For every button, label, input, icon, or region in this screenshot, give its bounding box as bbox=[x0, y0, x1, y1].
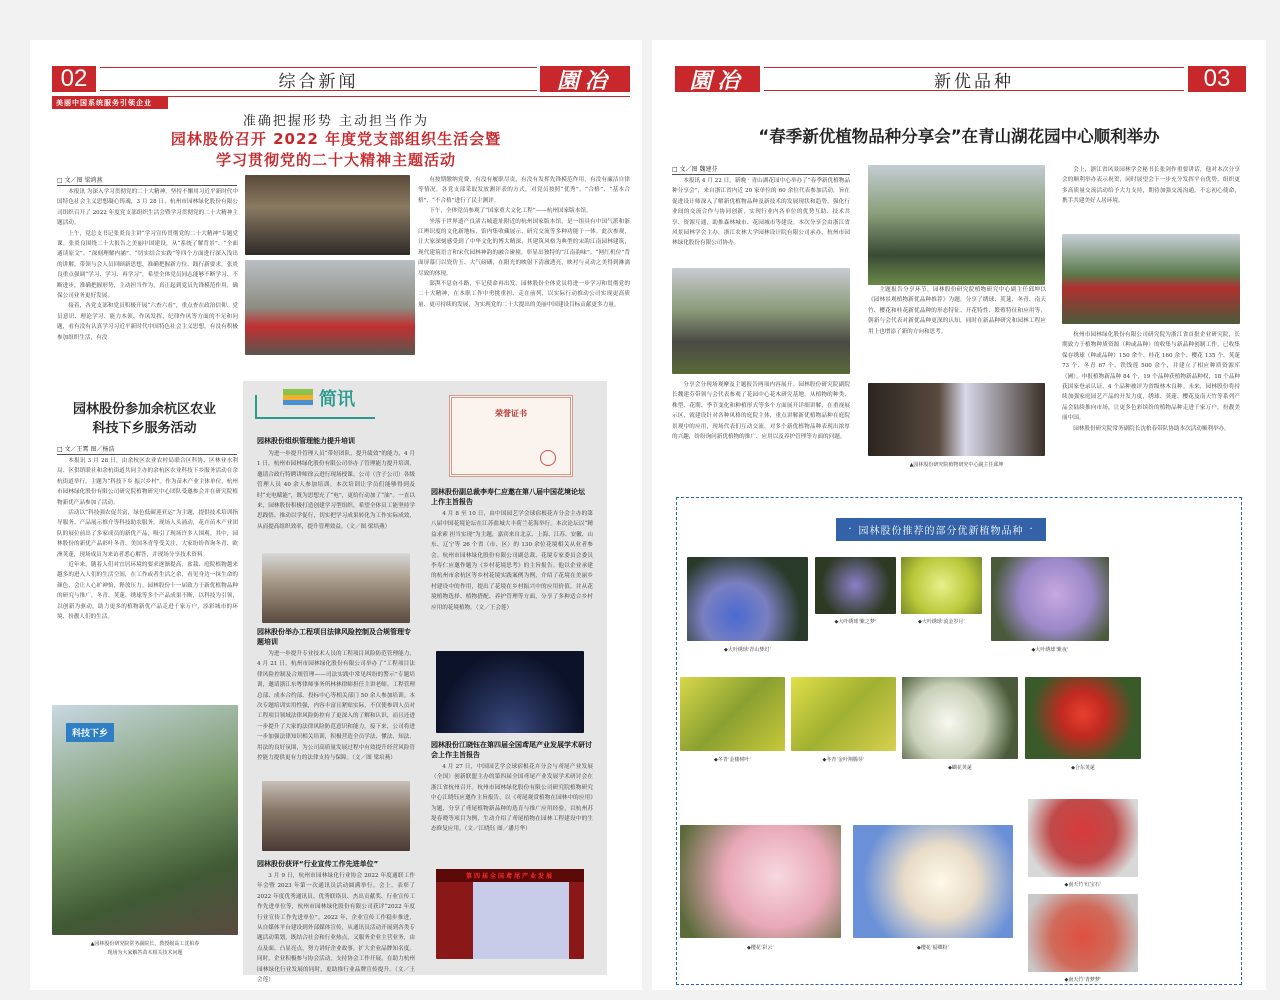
section-title: 新优品种 bbox=[764, 67, 1184, 91]
honor-certificate bbox=[449, 395, 573, 477]
photo-caption-2: 现场为大家解答苗木相关技术问题 bbox=[107, 950, 183, 956]
brief-body-2: 为进一步提升专业技术人员的工程项目风险防范管理能力，4 月 21 日，杭州市园林绿化股份有限公司举办了“工程项目法律风险控制及合规管理——司法实践中常见纠纷的警示”专题培训，邀请浙江东粤律师事务所林林律师担任主讲老师。工程管理总部、成本合约部、投标中心等相关部门 50 余人参加培训。本次专题培训实用性强，内容丰富且紧贴实际，不仅使参训人员对工程项目领域法律风险防控有了更深入的了解和认识，而且还进一步提升了大家的法律风险防范意识和能力。接下来，公司将进一步加强法律知识相关培训，积极营造全员学法、懂法、知法、用法的良好氛围，为公司高质量发展过程中有效提升经营风险管控能力提供更有力的法律支持与保障。（文／图 梁培燕） bbox=[257, 651, 415, 762]
col1-top: 本报讯 4 月 22 日，新晚 · 青山湖花园中心举办了“春季新优植物品种分享会”，来自浙江省内近 20 家单位的 60 余位代表参加活动，旨在促进设计师深入了解新优植物品种及新技术的发展现状和趋势，强化行业间的交流合作与协同创新，实现行业内各单位的优势互助、技术共享、资源互通，助推森林城市、花园城市等建设。本次分享会由浙江省风景园林学会主办，浙江农林大学园林设计院有限公司承办，杭州市园林绿化股份有限公司协办。 bbox=[672, 178, 850, 247]
variety-photo-2 bbox=[815, 557, 896, 614]
training-photo-1 bbox=[262, 553, 410, 623]
certificate-title: 荣誉证书 bbox=[495, 408, 527, 418]
variety-caption-5: ◆冬青‘金楼树叶’ bbox=[713, 757, 752, 763]
variety-photo-6 bbox=[791, 677, 896, 751]
briefs-panel bbox=[243, 381, 607, 984]
section-title: 综合新闻 bbox=[100, 67, 537, 91]
variety-caption-3: ◆大叶绣球‘流金岁月’ bbox=[917, 619, 966, 625]
photo-caption: ▲园林股份研究院植物研究中心副主任邱坤 bbox=[909, 462, 1004, 468]
brief-title-1: 园林股份组织管理能力提升培训 bbox=[257, 437, 355, 445]
variety-photo-10 bbox=[853, 825, 1013, 938]
col1-bottom: 分享会分现场观摩及主题报告两项内容展开。园林股份研究院副院长魏建芬带领与会代表参观了花园中心花木研究基地，从植物的种类、株型、花期、季节变化和种植形式等多个方面展开详细讲解，在重视展示区，就建设针对各种风格的庭院主体，重点讲解新优植物品种在庭院景观中的应用，现场代表们互动交流，对多个新优植物品种表现出浓厚的兴趣，纷纷询问新优植物的推广、应用以及养护管理等方面的问题。 bbox=[672, 382, 850, 441]
lead-byline: □ 文／图 梁鸿燕 bbox=[57, 175, 237, 186]
group-photo bbox=[245, 260, 415, 355]
tagline: 美丽中国系统服务引领企业 bbox=[52, 97, 168, 109]
meeting-photo bbox=[245, 175, 410, 255]
brief-title-2: 园林股份举办工程项目法律风险控制及合规管理专题培训 bbox=[257, 628, 411, 646]
lead-col1: 本报讯 为深入学习贯彻党的二十大精神，坚持不懈用习近平新时代中国特色社会主义思想凝心铸魂，3 月 28 日，杭州市园林绿化股份有限公司组织召开了 2022 年度党支部组织生活会暨学习贯彻党的二十大精神主题活动。 上午，党总支书记张炎良主讲“学习宣传贯彻党的二十大精神”专题党课。张炎良围绕二十大报告之美丽中国建设，从“系统了解背景”、“全面通读原文”、“深刻理解内涵”、“切实结合实践”等四个方面进行深入浅出的讲解，带领与会人员回顾新思想、准确把握新方位、践行新要求。张炎良重点强调“学习、学习、再学习”，希望全体党员同志能够不断学习、不断进步，准确把握形势，主动担当作为，真正起到党员先锋模范作用，确保公司业务更好发展。 接着，各党支部和党员积极开展“六查六看”，重点查在政治信仰、党员意识、理论学习、能力本领、作风发挥、纪律作风等方面的不足和问题，看有没有认真学习习近平新时代中国特色社会主义思想，有没有积极参加组织生活，有没 bbox=[57, 189, 238, 341]
page-number: 03 bbox=[1188, 66, 1246, 92]
variety-photo-3 bbox=[901, 557, 982, 614]
variety-caption-8: ◆合东荚蒾 bbox=[1071, 765, 1095, 771]
lead-title-2: 学习贯彻党的二十大精神主题活动 bbox=[215, 151, 456, 169]
photo-caption-1: ▲园林股份研究院常务副院长、教授级高工沈柏春 bbox=[90, 941, 200, 947]
brief-body-5: 4 月 27 日，中国园艺学会球宿根花卉分会与鸢尾产业发展（全国）创新联盟主办的第四届全国鸢尾产业发展学术研讨会在浙江省杭州召开。杭州市园林绿化股份有限公司研究院植物研究中心江晓钰应邀作主旨报告，以《鸢尾观赏植物在园林中的应用》为题，分享了鸢尾植物新品种的选育与推广应用经验，以杭州苏堤春晓等项目为例，生动介绍了鸢尾植物在园林工程建设中的生态修复应用。（文／江晓钰 图／潘月华） bbox=[431, 764, 593, 833]
variety-photo-1 bbox=[687, 557, 808, 641]
variety-caption-1: ◆大叶绣球‘青山梦幻’ bbox=[723, 647, 772, 653]
col3-bottom: 杭州市园林绿化股份有限公司研究院为浙江省首批企业研究院，长期致力于植物种质资源（种或品种）的收集与新品种创制工作，已收集保存绣球（种或品种）150 余个、桂花 160 余个、樱花 135 个、荚蒾 73 个、冬青 67 个、铁线莲 500 余个，并建立了相应种质资源库（圃），申报植物新品种 84 个，19 个品种获植物新品种权，18 个品种获国家登录认证，4 个品种被评为省级林木良种。未来，园林股份将持续加强家庭园艺产品的开发力度，绣球、荚蒾、樱花及南天竹等系列产品会陆续推向市场，让更多色彩缤纷的植物品种走进千家万户，扮靓美丽中国。 园林股份研究院常务副院长沈柏春带队协助本次活动顺利举办。 bbox=[1062, 332, 1240, 432]
variety-caption-10: ◆樱花‘福卿粉’ bbox=[916, 945, 950, 951]
variety-caption-6: ◆冬青‘金叶翔腾芽’ bbox=[822, 757, 865, 763]
varieties-box bbox=[676, 497, 1242, 985]
col2-text: 主题报告分享环节，园林股份研究院植物研究中心副主任邱坤以《园林景观植物新优品种推荐》为题，分享了绣球、荚蒾、冬青、南天竹、樱花和桂花新优品种的形态特征、开花特性、繁殖特征和应用等，朝新与会代表对新优品种更深的认知，同时在新品种研究和园林工程应用上也增添了新的方向和思考。 bbox=[868, 287, 1046, 335]
lead-kicker: 准确把握形势 主动担当作为 bbox=[242, 114, 430, 129]
variety-caption-11: ◆南天竹‘红宝石’ bbox=[1064, 882, 1102, 888]
briefs-logo-text: 简讯 bbox=[319, 389, 355, 410]
brief-body-4: 4 月 8 至 10 日，由中国园艺学会球宿根花卉分会主办的第八届中国花境论坛在江苏盐城大丰荷兰花海举行。本次论坛以“精益求索 担当实现”为主题，嘉宾来自北京、上海、江苏、安徽、山东、辽宁等 26 个省（市、区）的 130 余位花境相关从业者参会。杭州市园林绿化股份有限公司副总裁、花境专家委员会委员李寿仁应邀作题为《乡村花境思考》的主旨报告。他以企业承建的杭州市余杭区等乡村花境实践案例为例，介绍了花境在美丽乡村建设中的作用，提出了花境在乡村振兴中的应用价值，并从花境植物选择、植物搭配、养护管理等方面，分享了多种适合乡村应用的花境植物。（文／王会莲） bbox=[431, 511, 593, 611]
variety-caption-9: ◆樱花‘彩云’ bbox=[746, 945, 775, 951]
variety-photo-7 bbox=[902, 677, 1018, 759]
second-title-1: 园林股份参加余杭区农业 bbox=[72, 402, 216, 417]
variety-photo-8 bbox=[1025, 677, 1141, 759]
variety-photo-12 bbox=[1028, 894, 1138, 972]
second-body: 本报讯 3 月 28 日，由余杭区农业农村局联合区科协、区林业水利局、区供销联社和余杭街道共同主办的余杭区农业科技下乡服务活动在余杭街道举行，主题为“科技下乡 振兴乡村”。作为苗木产业主体单位，杭州市园林绿化股份有限公司研究院植物研究中心团队受邀参会并在研究院植物新优产品参加了活动。 活动以“科技强农促共富，绿色低碳迎亚运”为主题，提供技术培训指导服务、产品展示推介等科技助农服务，现场人头涌动，花卉苗木产业团队的展位前出了多家成员的新优产品，吸引了现场许多人围观。其中，园林股份的新优产品彩叶冬青、美国冬青等受关注，大家纷纷咨询冬青、欧洲荚蒾，现场成员为来访者悉心解答，并现场分享技术资料。 近年来，随着人们对宜居环境的要求逐渐提高，盆栽、庭院植物越来越多的进入人们的生活空间，在工作或者生活之余，看见身边一抹生命的颜色，会让人心旷神怡，释放压力。园林股份十一届致力于新优植物品种的研究与推广，冬青、荚蒾、绣球等多个产品成果不断，以科技为引领，以创新为驱动，助力更多的植物新优产品走进千家万户，添彩城市的环境，扮靓人们的生活。 bbox=[57, 458, 238, 621]
variety-photo-9 bbox=[680, 825, 841, 938]
lead-title-1: 园林股份召开 2022 年度党支部组织生活会暨 bbox=[170, 130, 502, 148]
group-photo bbox=[1062, 234, 1240, 324]
greenhouse-photo bbox=[672, 268, 850, 374]
left-page bbox=[30, 40, 642, 990]
training-photo-2 bbox=[262, 781, 410, 851]
brief-title-3: 园林股份获评“行业宣传工作先进单位” bbox=[257, 860, 379, 868]
masthead-logo: 園冶 bbox=[675, 66, 760, 92]
certificate-seal bbox=[540, 450, 556, 466]
banner-sign: 科技下乡 bbox=[66, 723, 114, 742]
byline: □ 文／图 魏建芬 bbox=[672, 164, 850, 175]
variety-caption-12: ◆南天竹‘青梦梦’ bbox=[1064, 977, 1102, 983]
tech-service-photo bbox=[52, 705, 238, 935]
variety-photo-5 bbox=[680, 677, 785, 751]
brief-body-1: 为进一步提升管理人员“带好团队，提升绩效”的能力，4 月 1 日，杭州市园林绿化股份有限公司举办了管理能力提升培训，邀请合政行特聘讲师徐云进行现场授课。公司（含子公司）各级管理人员 40 余人参加培训。本次培训让学员们能够得到及时“充电赋能”，既为思想充了“电”，更给行动加了“油”。一直以来，园林股份积极打造创建学习型组织，希望全体员工能坚持学思践悟、推动以学促行，切实把学习成果转化为工作实际成效，从而提高组织效率，提升管理效益。（文／图 梁培燕） bbox=[257, 451, 415, 530]
variety-caption-2: ◆大叶绣球‘紫之梦’ bbox=[834, 619, 877, 625]
variety-photo-11 bbox=[1028, 799, 1138, 877]
lead-col3: 有按期缴纳党费，有没有履职尽责，有没有发挥先锋模范作用，有没有廉洁自律等情况。各党支部采取发放测评表的方式，对党员按照“优秀”、“合格”、“基本合格”、“不合格”进行了民主测评。 下午，全体党员参观了“国家重大文化工程”——杭州国家版本馆。 坐落于世界遗产良渚古城遗址附近的杭州国家版本馆，是一组具有中国气派和浙江辨识度的文化新地标，馆内集收藏展示、研究交流等多种功能于一体。此次参观，让大家深刻感受到了中华文化的博大精深，其建筑风格为典型的宋韵江南园林建筑，现代建筑语言和宋代园林神韵的融合碰撞，彰显出独特的“江南韵味”。“网红机位”背面屏幕门以瓷仿玉、大气磅礴，在阳光的映射下清澈透亮，映衬与灵动之美得到淋漓尽致的体现。 澎湃不息奋斗路，牢记使命再出发。园林股份全体党员将进一步学习和贯彻党的二十大精神，在本职工作中勇挑重担、走在前列，以实际行动推动公司实现更高质量、更可持续的发展，为实现党的二十大提出的美丽中国建设目标贡献更多力量。 bbox=[418, 177, 630, 308]
books-icon bbox=[283, 389, 313, 409]
presentation-photo bbox=[868, 383, 1045, 456]
forum-photo bbox=[436, 651, 584, 733]
briefs-logo bbox=[255, 389, 375, 419]
brief-title-5: 园林股份江晓钰在第四届全国鸢尾产业发展学术研讨会上作主旨报告 bbox=[431, 741, 592, 759]
brief-title-4: 园林股份副总裁李寿仁应邀在第八届中国花境论坛上作主旨报告 bbox=[431, 488, 585, 506]
second-title-2: 科技下乡服务活动 bbox=[92, 421, 197, 436]
col3-top: 会上，浙江省风景园林学会秘书长张剑作重要讲话，他对本次分享会的顺利举办表示祝贺，同时展望会下一步充分发挥平台优势，组织更多高质量交流活动给予大力支持，期待加强交流沟通，不忘初心使命，携手共建美好人居环境。 bbox=[1062, 167, 1240, 205]
varieties-banner: · 园林股份推荐的部分优新植物品种 · bbox=[836, 518, 1046, 541]
variety-caption-7: ◆蝴花荚蒾 bbox=[948, 765, 972, 771]
brief-body-3: 3 月 9 日，杭州市园林绿化行业协会 2022 年度通联工作年会暨 2023 年第一次通讯员活动圆满举行。会上，表彰了 2022 年度优秀通讯员、优秀联络员、杰出贡献奖、行业宣传工作先进单位等，杭州市园林绿化股份有限公司获评“2022 年度行业宣传工作先进单位”。2022 年，企业宣传工作稳步推进，从自媒体平台建设到外部媒体宣传，从通讯员活动开展到各类专题活动策划，既结合社会和行业热点，又服务企业主营业务，由点及面、凸显亮点，努力讲好企业故事，扩大企业品牌知名度。同时，企业积极参与协会活动，支持协会工作开展，在助力杭州园林绿化行业发展的同时，更助推行业品牌宣传提升。（文／王会莲） bbox=[257, 873, 415, 984]
symposium-banner: 第四届全国鸢尾产业发展 bbox=[436, 869, 584, 882]
variety-caption-4: ◆大叶绣球‘紫夜’ bbox=[1031, 647, 1069, 653]
visit-photo bbox=[868, 165, 1045, 285]
article-title: “春季新优植物品种分享会”在青山湖花园中心顺利举办 bbox=[758, 127, 1160, 146]
masthead-logo: 園冶 bbox=[540, 66, 630, 92]
second-byline: □ 文／王霄 图／杨浩 bbox=[57, 444, 237, 455]
symposium-photo bbox=[436, 869, 584, 959]
right-page bbox=[652, 40, 1266, 990]
page-number: 02 bbox=[52, 66, 96, 92]
banner-text: 园林股份推荐的部分优新植物品种 bbox=[858, 526, 1024, 537]
variety-photo-4 bbox=[991, 557, 1109, 641]
